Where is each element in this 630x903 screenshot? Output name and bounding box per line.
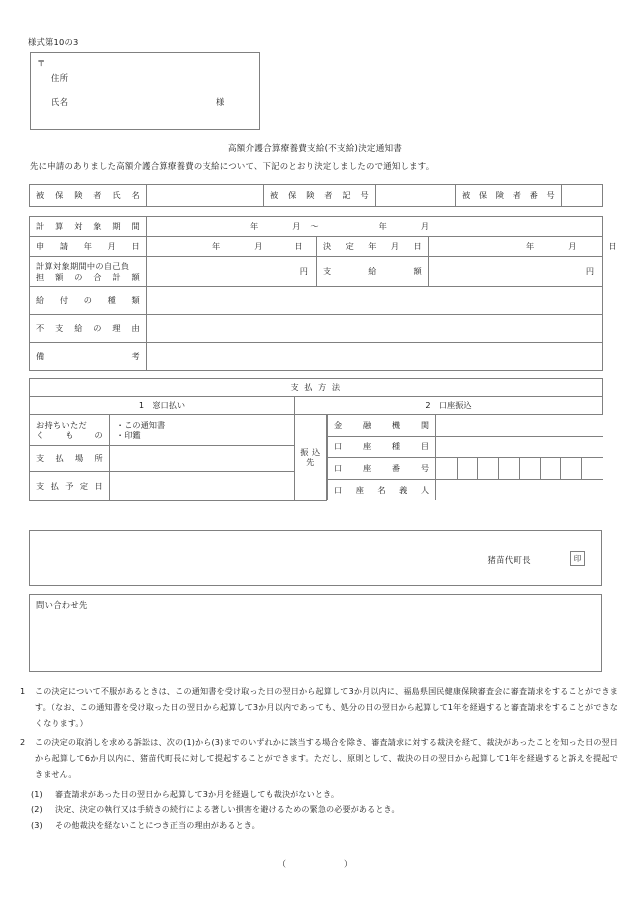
sub-note-text: 決定、決定の執行又は手続きの続行による著しい損害を避けるための緊急の必要があるとき。	[55, 804, 400, 815]
bank-details-table	[327, 415, 603, 500]
payment-scheduled-value[interactable]	[110, 471, 295, 500]
apply-year: 年	[212, 241, 221, 252]
bring-items-label	[30, 415, 110, 446]
bank-institution-value[interactable]	[436, 415, 603, 436]
burden-total-value[interactable]: 円	[147, 257, 317, 287]
sub-note-item	[18, 802, 618, 818]
benefit-type-value[interactable]	[147, 287, 603, 315]
bring-item-notice: ・この通知書	[116, 419, 166, 430]
table-row	[328, 479, 603, 500]
calc-period-value[interactable]	[147, 217, 603, 237]
bring-items-value	[110, 415, 295, 446]
table-row	[30, 217, 603, 237]
addressee-box	[30, 52, 260, 130]
account-digit-cell[interactable]	[457, 458, 478, 479]
table-row	[30, 257, 603, 287]
decide-date-label: 決 定 年 月 日	[317, 237, 429, 257]
sub-note-text: その他裁決を経ないことにつき正当の理由があるとき。	[55, 820, 260, 831]
note-text: この決定の取消しを求める訴訟は、次の(1)から(3)までのいずれかに該当する場合を除き、審査請求に対する裁決を経て、裁決があったことを知った日の翌日から起算して6か月以内に、猪苗代町長に対して提起することができます。ただし、原則として、裁決の日の翌日から起算して1年を経過すると訴えを提起できません。	[35, 737, 618, 779]
decide-day: 日	[608, 241, 617, 252]
signature-box	[29, 530, 602, 586]
note-item	[18, 735, 618, 782]
payment-option-transfer[interactable]: 2 口座振込	[295, 397, 603, 415]
bank-institution-label: 金 融 機 関	[328, 415, 436, 436]
calculation-table	[29, 216, 617, 371]
table-row	[328, 436, 603, 457]
insured-name-value[interactable]	[147, 185, 264, 207]
table-row	[328, 457, 603, 479]
burden-label-line1: 計算対象期間中の自己負	[36, 261, 130, 272]
insured-person-table	[29, 184, 603, 207]
account-type-label: 口 座 種 目	[328, 436, 436, 457]
period-tilde: ～	[310, 221, 319, 232]
table-row	[30, 287, 603, 315]
note-number: 1	[20, 686, 26, 696]
note-item	[18, 684, 618, 731]
document-title: 高額介護合算療養費支給(不支給)決定通知書	[227, 144, 403, 154]
account-holder-label: 口 座 名 義 人	[328, 479, 436, 500]
account-number-cells[interactable]	[436, 457, 603, 479]
period-month-2: 月	[420, 221, 430, 232]
calc-period-label: 計 算 対 象 期 間	[30, 217, 147, 237]
insured-number-label: 被 保 険 者 番 号	[456, 185, 562, 207]
table-row	[30, 415, 603, 446]
account-digit-cell[interactable]	[561, 458, 582, 479]
bank-details-container	[327, 415, 603, 501]
account-digit-cell[interactable]	[540, 458, 561, 479]
note-text: この決定について不服があるときは、この通知書を受け取った日の翌日から起算して3か月以内に、福島県国民健康保険審査会に審査請求をすることができます。（なお、この通知書を受け取った日の翌日から起算して3か月以内であっても、処分の日の翌日から起算して1年を経過すると審査請求をすることができなくなります。）	[35, 686, 618, 728]
bring-label-line1: お持ちいただ	[36, 419, 87, 430]
remarks-value[interactable]	[147, 343, 603, 371]
footer-parentheses	[0, 858, 630, 870]
account-holder-value[interactable]	[436, 479, 603, 500]
burden-label-line2: 担 額 の 合 計 額	[36, 271, 140, 282]
honorific-label: 様	[216, 97, 225, 107]
table-row	[30, 185, 603, 207]
payment-place-value[interactable]	[110, 445, 295, 471]
payment-scheduled-label: 支 払 予 定 日	[30, 471, 110, 500]
payment-amount-value[interactable]: 円	[429, 257, 603, 287]
decide-month: 月	[568, 241, 577, 252]
sub-note-text: 審査請求があった日の翌日から起算して3か月を経過しても裁決がないとき。	[55, 788, 340, 799]
remarks-label: 備 考	[30, 343, 147, 371]
apply-date-value[interactable]	[147, 237, 317, 257]
sub-note-item	[18, 787, 618, 803]
issuer-name: 猪苗代町長	[487, 555, 531, 565]
apply-day: 日	[294, 241, 303, 252]
sub-note-number: (2)	[31, 804, 43, 815]
sub-note-number: (1)	[31, 788, 43, 799]
period-year-2: 年	[378, 221, 387, 232]
postal-mark: 〒	[37, 58, 46, 68]
table-row	[30, 237, 603, 257]
insured-symbol-value[interactable]	[376, 185, 456, 207]
sub-notes-list	[18, 787, 618, 834]
nonpayment-reason-value[interactable]	[147, 315, 603, 343]
inquiry-box[interactable]	[29, 594, 602, 672]
account-type-value[interactable]	[436, 436, 603, 457]
apply-date-label: 申 請 年 月 日	[30, 237, 147, 257]
period-month-1: 月	[292, 221, 301, 232]
account-number-label: 口 座 番 号	[328, 457, 436, 479]
insured-symbol-label: 被 保 険 者 記 号	[264, 185, 376, 207]
payment-method-header: 支 払 方 法	[30, 379, 603, 397]
bring-label-line2: く も の	[36, 429, 103, 440]
decide-date-value[interactable]	[429, 237, 617, 257]
bring-item-seal: ・印鑑	[116, 429, 141, 440]
payment-method-table	[29, 378, 603, 501]
address-label: 住所	[51, 73, 69, 83]
sub-note-item	[18, 818, 618, 834]
transfer-destination-label: 振 込 先	[295, 415, 327, 501]
table-row	[30, 397, 603, 415]
insured-name-label: 被 保 険 者 氏 名	[30, 185, 147, 207]
name-label: 氏名	[51, 97, 69, 107]
account-digit-cell[interactable]	[519, 458, 540, 479]
form-number: 様式第10の3	[28, 37, 79, 47]
apply-month: 月	[254, 241, 263, 252]
table-row	[436, 458, 602, 479]
inquiry-label: 問い合わせ先	[36, 600, 88, 610]
nonpayment-reason-label: 不 支 給 の 理 由	[30, 315, 147, 343]
table-row	[30, 343, 603, 371]
insured-number-value[interactable]	[562, 185, 603, 207]
benefit-type-label: 給 付 の 種 類	[30, 287, 147, 315]
paren-close: ）	[344, 859, 353, 869]
account-digit-cell[interactable]	[436, 458, 457, 479]
lead-paragraph: 先に申請のありました高額介護合算療養費の支給について、下記のとおり決定しましたので通知します。	[30, 161, 435, 171]
account-digit-cell[interactable]	[582, 458, 603, 479]
seal-icon: 印	[570, 551, 585, 566]
notes-section	[18, 684, 618, 834]
period-year-1: 年	[250, 221, 259, 232]
account-number-grid	[436, 458, 602, 479]
burden-total-label	[30, 257, 147, 287]
paren-open: （	[277, 859, 286, 869]
payment-amount-label: 支 給 額	[317, 257, 429, 287]
payment-option-counter[interactable]: 1 窓口払い	[30, 397, 295, 415]
table-row	[30, 379, 603, 397]
account-digit-cell[interactable]	[499, 458, 520, 479]
table-row	[328, 415, 603, 436]
account-digit-cell[interactable]	[478, 458, 499, 479]
payment-place-label: 支 払 場 所	[30, 445, 110, 471]
table-row	[30, 315, 603, 343]
note-number: 2	[20, 737, 26, 748]
decide-year: 年	[526, 241, 535, 252]
sub-note-number: (3)	[31, 820, 43, 831]
